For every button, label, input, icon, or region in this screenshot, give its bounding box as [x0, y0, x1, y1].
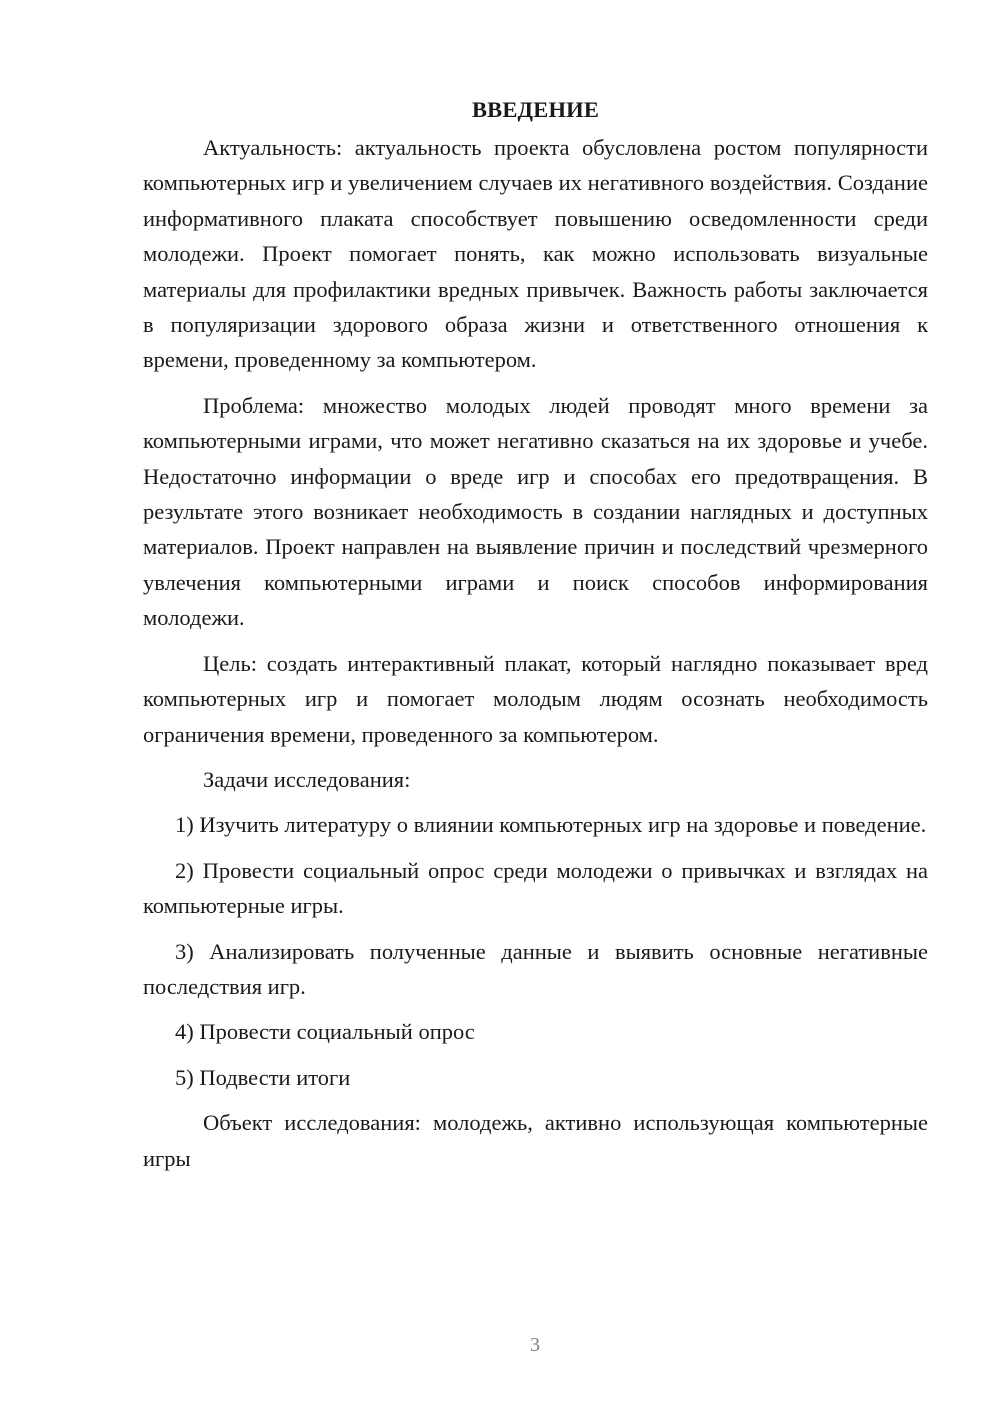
- object-paragraph: Объект исследования: молодежь, активно использующая компьютерные игры: [143, 1110, 928, 1171]
- page-number: 3: [530, 1334, 540, 1356]
- document-page: [143, 92, 928, 1186]
- goal-paragraph: Цель: создать интерактивный плакат, который наглядно показывает вред компьютерных игр и помогает молодым людям осознать необходимость ограничения времени, проведенного за компьютером.: [143, 650, 928, 747]
- relevance-paragraph: Актуальность: актуальность проекта обусловлена ростом популярности компьютерных игр и увеличением случаев их негативного воздействия. Создание информативного плаката способствует повышению осведомленности среди молодежи. Проект помогает понять, как можно использовать визуальные материалы для профилактики вредных привычек. Важность работы заключается в популяризации здорового образа жизни и ответственного отношения к времени, проведенному за компьютером.: [143, 135, 928, 373]
- tasks-heading: Задачи исследования:: [203, 766, 411, 792]
- page-title: ВВЕДЕНИЕ: [471, 97, 600, 122]
- task-item-1: 1) Изучить литературу о влиянии компьютерных игр на здоровье и поведение.: [175, 812, 927, 838]
- task-item-2: 2) Провести социальный опрос среди молодежи о привычках и взглядах на компьютерные игры.: [143, 857, 928, 919]
- task-item-5: 5) Подвести итоги: [175, 1064, 351, 1090]
- task-item-3: 3) Анализировать полученные данные и выявить основные негативные последствия игр.: [143, 938, 928, 999]
- problem-paragraph: Проблема: множество молодых людей проводят много времени за компьютерными играми, что может негативно сказаться на их здоровье и учебе. Недостаточно информации о вреде игр и способах его предотвращения. В результате этого возникает необходимость в создании наглядных и доступных материалов. Проект направлен на выявление причин и последствий чрезмерного увлечения компьютерными играми и поиск способов информирования молодежи.: [143, 392, 928, 631]
- task-item-4: 4) Провести социальный опрос: [175, 1019, 475, 1045]
